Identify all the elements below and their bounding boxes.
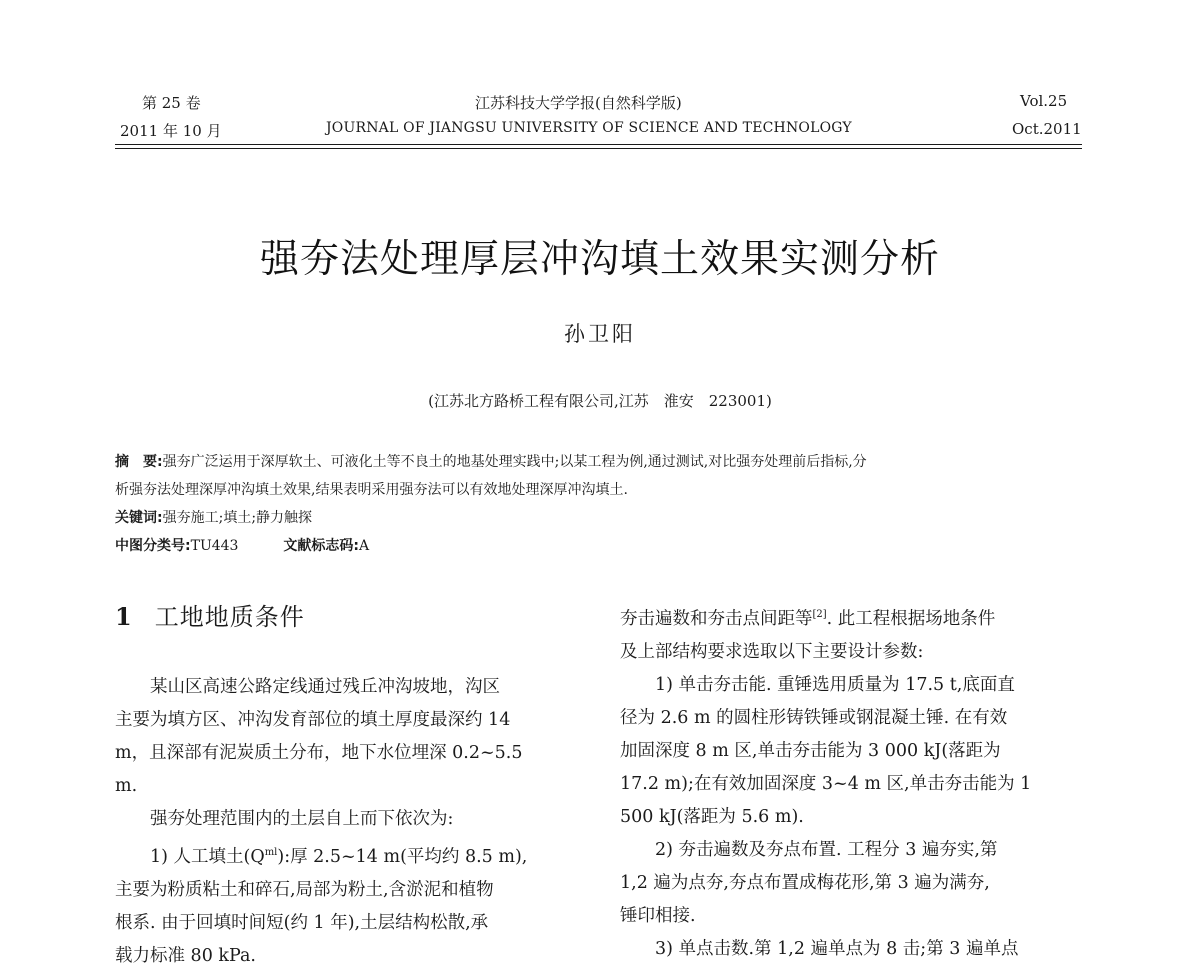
header-journal-cn: 江苏科技大学学报(自然科学版): [475, 94, 682, 112]
right-cont-ref: [2]: [812, 609, 827, 620]
header-volume-cn: 第 25 卷: [142, 94, 201, 112]
header-rule-thin: [115, 148, 1082, 149]
right-item1-line-2: 径为 2.6 m 的圆柱形铸铁锤或钢混凝土锤. 在有效: [620, 707, 1008, 728]
abstract-text-1: 强夯广泛运用于深厚软土、可液化土等不良土的地基处理实践中;以某工程为例,通过测试,对比强夯处理前后指标,分: [162, 454, 867, 470]
left-p1-line-2: 主要为填方区、冲沟发育部位的填土厚度最深约 14: [115, 710, 511, 730]
abstract-line-2: [115, 476, 1090, 504]
left-p1-line-1: 某山区高速公路定线通过残丘冲沟坡地，沟区: [150, 677, 500, 697]
header-date-en: Oct.2011: [1012, 120, 1082, 138]
right-cont-1b: . 此工程根据场地条件: [826, 608, 996, 629]
right-item2-line-1: 2) 夯击遍数及夯点布置. 工程分 3 遍夯实,第: [655, 839, 998, 860]
left-p3-line-2: 主要为粉质粘土和碎石,局部为粉土,含淤泥和植物: [115, 879, 494, 900]
left-p3-line-1a: 1) 人工填土(Q: [150, 846, 265, 867]
left-p1-line-4: m.: [115, 776, 138, 796]
right-cont-1a: 夯击遍数和夯击点间距等: [620, 608, 813, 629]
right-item1-line-4: 17.2 m);在有效加固深度 3~4 m 区,单击夯击能为 1: [620, 773, 1032, 794]
keywords-line: [115, 504, 1090, 532]
right-item1-line-3: 加固深度 8 m 区,单击夯击能为 3 000 kJ(落距为: [620, 740, 1001, 761]
keywords-text: 强夯施工;填土;静力触探: [162, 510, 313, 526]
left-p3-line-1b: ):厚 2.5~14 m(平均约 8.5 m),: [277, 846, 528, 867]
author-name: 孙卫阳: [564, 322, 636, 346]
keywords-label: 关键词:: [115, 510, 163, 526]
header-volume-en: Vol.25: [1020, 92, 1068, 110]
abstract-text-2: 析强夯法处理深厚冲沟填土效果,结果表明采用强夯法可以有效地处理深厚冲沟填土.: [115, 482, 628, 498]
right-item1-line-1: 1) 单击夯击能. 重锤选用质量为 17.5 t,底面直: [655, 674, 1015, 695]
paper-title: 强夯法处理厚层冲沟填土效果实测分析: [259, 237, 940, 282]
left-p3-line-1: [115, 836, 580, 874]
section-1-title: 工地地质条件: [154, 603, 305, 631]
right-cont-line-2: 及上部结构要求选取以下主要设计参数:: [620, 641, 924, 662]
section-1-heading: [115, 597, 305, 632]
right-item2-line-3: 锤印相接.: [620, 905, 696, 926]
clc-value: TU443: [190, 538, 239, 554]
left-p3-sup: ml: [264, 847, 278, 858]
left-p3-line-4: 载力标准 80 kPa.: [115, 945, 256, 966]
abstract-line-1: [115, 448, 1090, 476]
abstract-block: [115, 448, 1090, 560]
right-item2-line-2: 1,2 遍为点夯,夯点布置成梅花形,第 3 遍为满夯,: [620, 872, 990, 893]
right-cont-line-1: [620, 598, 1090, 636]
right-item1-line-5: 500 kJ(落距为 5.6 m).: [620, 806, 804, 827]
left-p2-line-1: 强夯处理范围内的土层自上而下依次为:: [150, 809, 454, 829]
classification-line: [115, 532, 1090, 560]
left-p3-line-3: 根系. 由于回填时间短(约 1 年),土层结构松散,承: [115, 912, 489, 933]
header-rule-thick: [115, 144, 1082, 145]
header-date-cn: 2011 年 10 月: [120, 122, 222, 140]
left-p1-line-3: m，且深部有泥炭质土分布，地下水位埋深 0.2~5.5: [115, 743, 523, 763]
author-affiliation: (江苏北方路桥工程有限公司,江苏 淮安 223001): [428, 392, 772, 410]
header-journal-en: JOURNAL OF JIANGSU UNIVERSITY OF SCIENCE AND TECHNOLOGY: [326, 120, 852, 136]
left-column: [115, 671, 580, 973]
clc-label: 中图分类号:: [115, 538, 191, 554]
abstract-label: 摘 要:: [115, 454, 163, 470]
doc-code-value: A: [358, 538, 370, 554]
doc-code-label: 文献标志码:: [283, 538, 359, 554]
section-1-number: 1: [115, 602, 133, 631]
right-item3-line-1: 3) 单点击数.第 1,2 遍单点为 8 击;第 3 遍单点: [655, 938, 1019, 959]
right-column: [620, 598, 1090, 966]
